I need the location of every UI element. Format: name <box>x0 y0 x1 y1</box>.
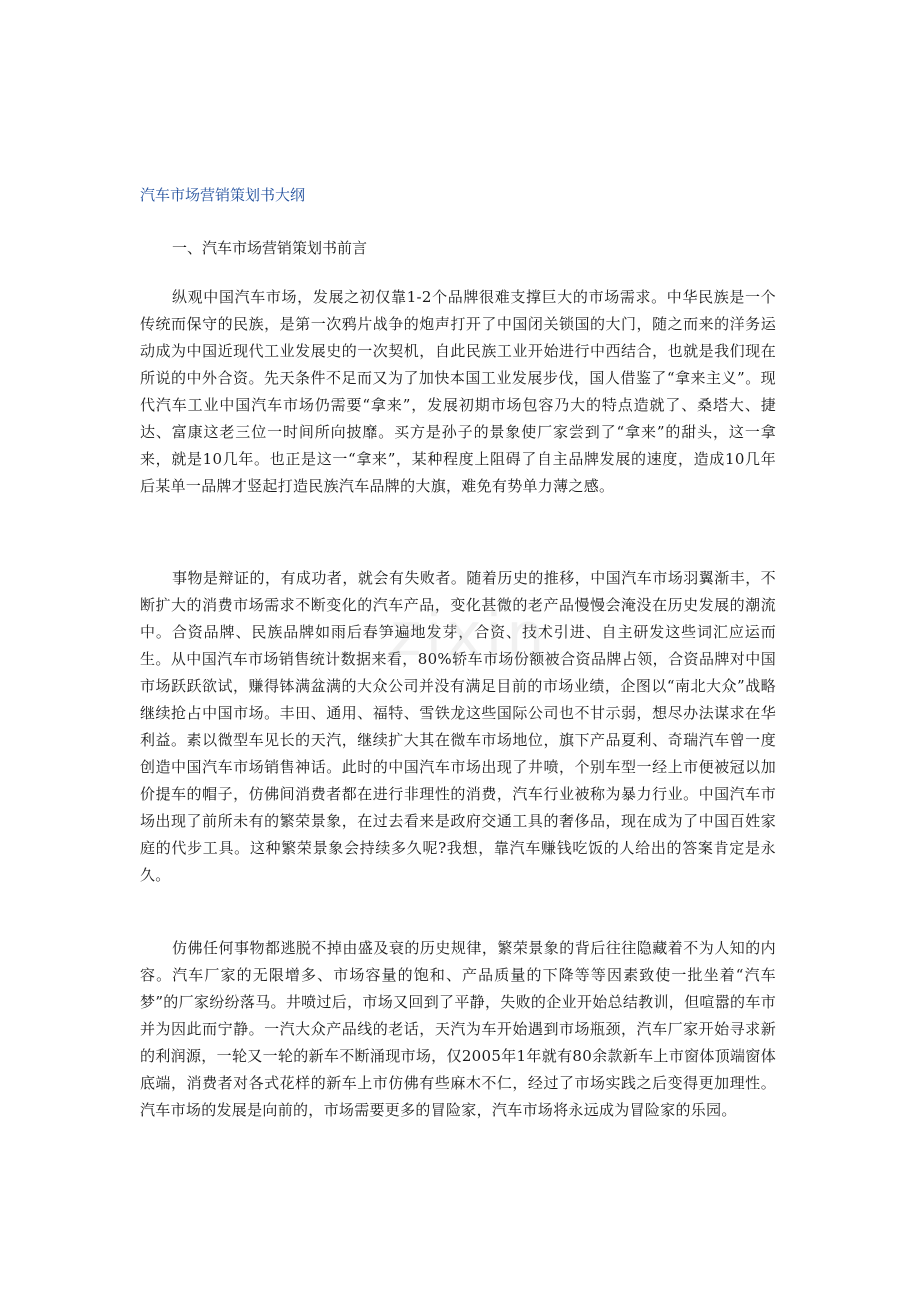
paragraph-2: 事物是辩证的，有成功者，就会有失败者。随着历史的推移，中国汽车市场羽翼渐丰，不断扩大的消费市场需求不断变化的汽车产品，变化甚微的老产品慢慢会淹没在历史发展的潮流中。合资品牌、民族品牌如雨后春笋遍地发芽，合资、技术引进、自主研发这些词汇应运而生。从中国汽车市场销售统计数据来看，80%轿车市场份额被合资品牌占领，合资品牌对中国市场跃跃欲试，赚得钵满盆满的大众公司并没有满足目前的市场业绩，企图以“南北大众”战略继续抢占中国市场。丰田、通用、福特、雪铁龙这些国际公司也不甘示弱，想尽办法谋求在华利益。素以微型车见长的天汽，继续扩大其在微车市场地位，旗下产品夏利、奇瑞汽车曾一度创造中国汽车市场销售神话。此时的中国汽车市场出现了井喷，个别车型一经上市便被冠以加价提车的帽子，仿佛间消费者都在进行非理性的消费，汽车行业被称为暴力行业。中国汽车市场出现了前所未有的繁荣景象，在过去看来是政府交通工具的奢侈品，现在成为了中国百姓家庭的代步工具。这种繁荣景象会持续多久呢?我想，靠汽车赚钱吃饭的人给出的答案肯定是永久。 <box>140 569 776 884</box>
watermark-logo: zixin <box>390 600 549 670</box>
paragraph-1: 纵观中国汽车市场，发展之初仅靠1-2个品牌很难支撑巨大的市场需求。中华民族是一个传统而保守的民族，是第一次鸦片战争的炮声打开了中国闭关锁国的大门，随之而来的洋务运动成为中国近现代工业发展史的一次契机，自此民族工业开始进行中西结合，也就是我们现在所说的中外合资。先天条件不足而又为了加快本国工业发展步伐，国人借鉴了“拿来主义”。现代汽车工业中国汽车市场仍需要“拿来”，发展初期市场包容乃大的特点造就了、桑塔大、捷达、富康这老三位一时间所向披靡。买方是孙子的景象使厂家尝到了“拿来”的甜头，这一拿来，就是10几年。也正是这一“拿来”，某种程度上阻碍了自主品牌发展的速度，造成10几年后某单一品牌才竖起打造民族汽车品牌的大旗，难免有势单力薄之感。 <box>140 288 776 495</box>
document-title: 汽车市场营销策划书大纲 <box>140 186 306 204</box>
section-heading: 一、汽车市场营销策划书前言 <box>172 239 368 257</box>
paragraph-3: 仿佛任何事物都逃脱不掉由盛及衰的历史规律，繁荣景象的背后往往隐藏着不为人知的内容。汽车厂家的无限增多、市场容量的饱和、产品质量的下降等等因素致使一批坐着“汽车梦”的厂家纷纷落马。井喷过后，市场又回到了平静，失败的企业开始总结教训，但喧嚣的车市并为因此而宁静。一汽大众产品线的老话，天汽为车开始遇到市场瓶颈，汽车厂家开始寻求新的利润源，一轮又一轮的新车不断涌现市场，仅2005年1年就有80余款新车上市窗体顶端窗体底端，消费者对各式花样的新车上市仿佛有些麻木不仁，经过了市场实践之后变得更加理性。汽车市场的发展是向前的，市场需要更多的冒险家，汽车市场将永远成为冒险家的乐园。 <box>140 939 776 1119</box>
